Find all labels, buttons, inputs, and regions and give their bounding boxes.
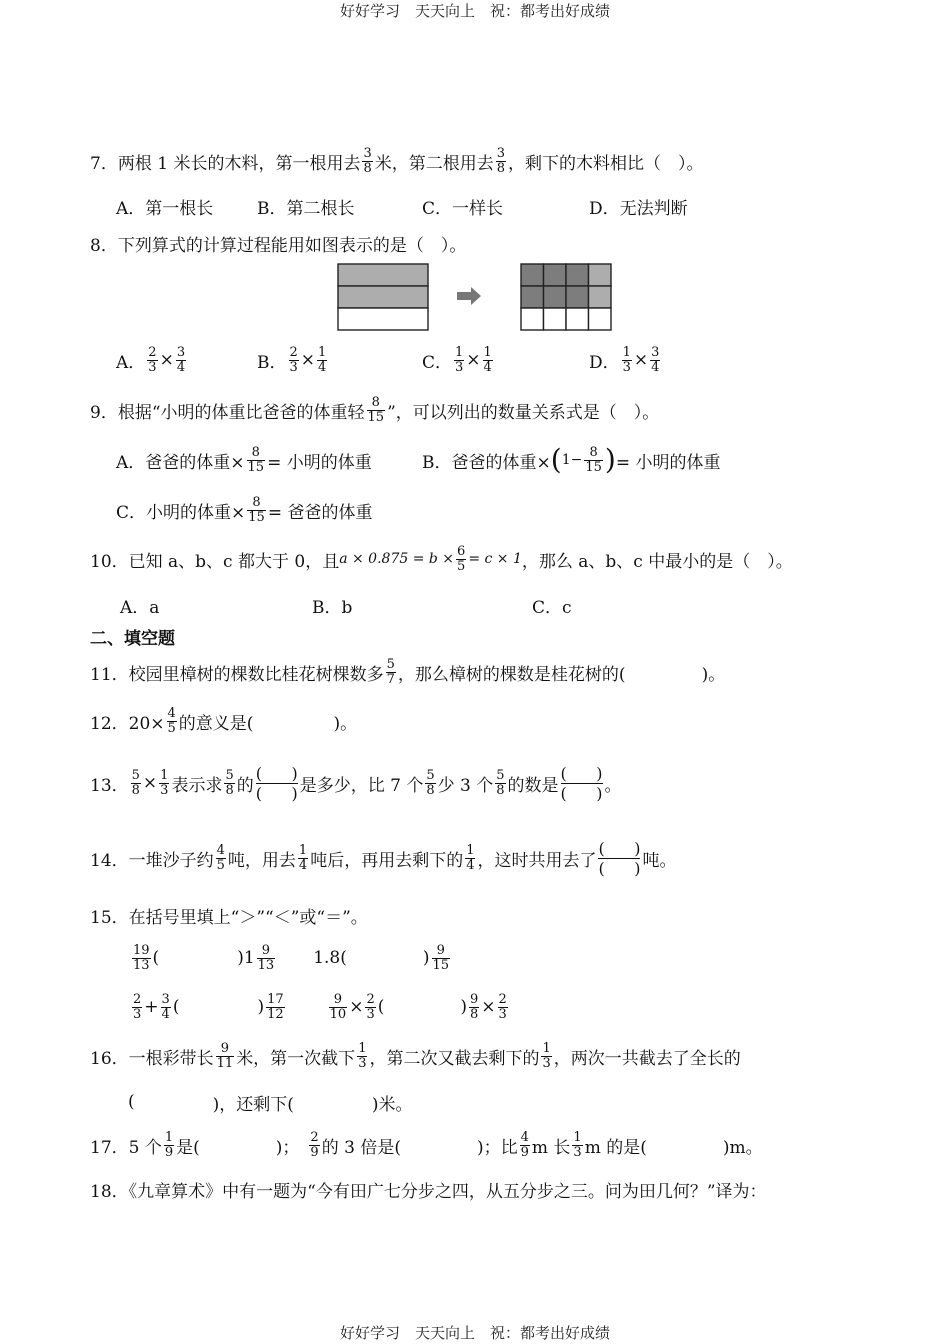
grid-cell-2-1 — [521, 286, 544, 308]
q8-option-d: D． $\frac{1}{3}$ × $\frac{3}{4}$ — [589, 344, 660, 375]
q7-fraction-2: $\frac{3}{8}$ — [496, 145, 506, 176]
grid-cell-3-2 — [544, 308, 567, 330]
q13-blank-fraction-1[interactable]: ( ) ( ) — [255, 763, 298, 803]
question-16: 16．一根彩带长 $\frac{9}{11}$ 米，第一次截下 $\frac{1}{3}$ ，第二次又截去剩下的 $\frac{1}{3}$ ，两次一共截去了全长的 — [90, 1040, 741, 1071]
question-18: 18．《九章算术》中有一题为“今有田广七分步之四，从五分步之三。问为田几何？”译为： — [90, 1182, 767, 1202]
q13-blank-fraction-2[interactable]: ( ) ( ) — [560, 763, 603, 803]
q7-option-a: A．第一根长 — [116, 199, 214, 219]
grid-cell-1-1 — [521, 264, 544, 286]
question-17: 17．5 个 $\frac{1}{9}$ 是( )； $\frac{2}{9}$ 的 3 倍是( )；比 $\frac{4}{9}$ m 长 $\frac{1}{3}$ m 的是( )m。 — [90, 1129, 763, 1160]
q7-text-3: ，剩下的木料相比（ ）。 — [508, 153, 704, 174]
q14-blank-fraction[interactable]: ( ) ( ) — [598, 838, 641, 878]
grid-cell-2-4 — [589, 286, 612, 308]
q10-option-c: C．c — [532, 598, 572, 618]
question-15: 15．在括号里填上“＞”“＜”或“＝”。 — [90, 908, 368, 928]
q16-line-2: ( )，还剩下( )米。 — [128, 1092, 413, 1115]
q8-option-b: B． $\frac{2}{3}$ × $\frac{1}{4}$ — [257, 344, 327, 375]
grid-cell-3-4 — [589, 308, 612, 330]
q7-fraction-1: $\frac{3}{8}$ — [363, 145, 372, 176]
q7-option-c: C．一样长 — [422, 199, 504, 219]
q9-option-b: B．爸爸的体重× ( 1− $\frac{8}{15}$ ) = 小明的体重 — [422, 443, 721, 476]
q8-figure — [330, 258, 620, 336]
question-8: 8．下列算式的计算过程能用如图表示的是（ ）。 — [90, 236, 467, 256]
left-bar-row-2 — [338, 286, 428, 308]
q7-option-d: D．无法判断 — [589, 199, 688, 219]
q9-option-c: C．小明的体重× $\frac{8}{15}$ = 爸爸的体重 — [116, 494, 373, 525]
question-11: 11．校园里樟树的棵数比桂花树棵数多 $\frac{5}{7}$ ，那么樟树的棵数是桂花树的( )。 — [90, 656, 726, 687]
arrow-right-icon — [457, 287, 481, 305]
q8-option-c: C． $\frac{1}{3}$ × $\frac{1}{4}$ — [422, 344, 492, 375]
q7-text-1: 7．两根 1 米长的木料，第一根用去 — [90, 153, 361, 174]
grid-cell-1-2 — [544, 264, 567, 286]
section-title-fill-in: 二、填空题 — [90, 629, 175, 649]
question-10: 10．已知 a、b、c 都大于 0，且 a × 0.875 = b × $\frac{6}{5}$ = c × 1 ，那么 a、b、c 中最小的是（ ）。 — [90, 543, 793, 574]
grid-cell-3-3 — [566, 308, 589, 330]
page-footer: 好好学习 天天向上 祝：都考出好成绩 — [339, 1324, 610, 1342]
question-12: 12．20× $\frac{4}{5}$ 的意义是( )。 — [90, 705, 358, 736]
left-bar-row-3 — [338, 308, 428, 330]
grid-cell-2-2 — [544, 286, 567, 308]
q7-option-b: B．第二根长 — [257, 199, 355, 219]
question-7 — [90, 146, 704, 176]
page-header: 好好学习 天天向上 祝：都考出好成绩 — [339, 2, 610, 20]
q7-text-2: 米，第二根用去 — [374, 153, 494, 174]
question-14: 14．一堆沙子约 $\frac{4}{5}$ 吨，用去 $\frac{1}{4}$ 吨后，再用去剩下的 $\frac{1}{4}$ ，这时共用去了 ( ) ( ) 吨。 — [90, 838, 677, 878]
grid-cell-1-3 — [566, 264, 589, 286]
grid-cell-3-1 — [521, 308, 544, 330]
left-bar-row-1 — [338, 264, 428, 286]
grid-cell-2-3 — [566, 286, 589, 308]
q15-row-2: $\frac{2}{3}$ + $\frac{3}{4}$ ( ) $\frac{17}{12}$ $\frac{9}{10}$ × $\frac{2}{3}$ ( ) $\frac{9}{8}$ × $\frac{2}{3}$ — [133, 991, 507, 1022]
q10-option-a: A．a — [120, 598, 160, 618]
q10-option-b: B．b — [312, 598, 353, 618]
q9-option-a: A．爸爸的体重× $\frac{8}{15}$ = 小明的体重 — [116, 444, 372, 475]
grid-cell-1-4 — [589, 264, 612, 286]
q8-option-a: A． $\frac{2}{3}$ × $\frac{3}{4}$ — [116, 344, 186, 375]
q15-row-1: $\frac{19}{13}$ ( ) 1 $\frac{9}{13}$ 1.8( ) $\frac{9}{15}$ — [133, 942, 450, 973]
question-13: 13． $\frac{5}{8}$ × $\frac{1}{3}$ 表示求 $\frac{5}{8}$ 的 ( ) ( ) 是多少，比 7 个 $\frac{5}{8}$ 少 3 个 $\frac{5}{8}$ 的数是 ( ) ( ) 。 — [90, 763, 622, 803]
question-9: 9．根据“小明的体重比爸爸的体重轻 $\frac{8}{15}$ ”，可以列出的数量关系式是（ ）。 — [90, 394, 660, 425]
